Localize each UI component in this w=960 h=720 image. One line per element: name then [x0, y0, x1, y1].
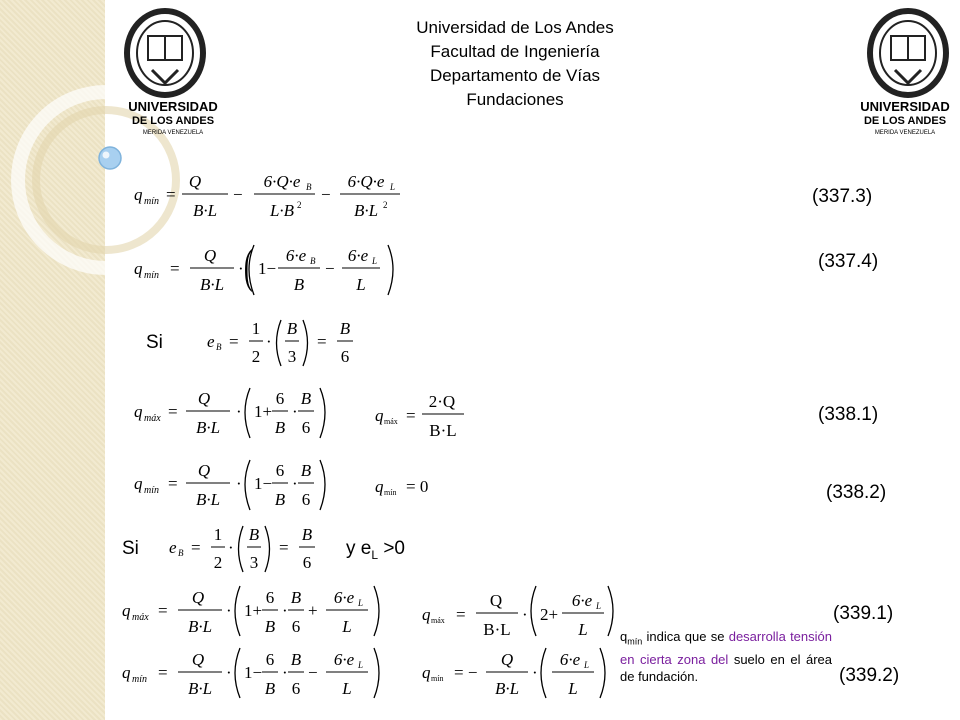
equation-339-2 [118, 642, 618, 704]
svg-text:6: 6 [265, 588, 275, 607]
svg-text:−: − [325, 259, 335, 278]
svg-text:6: 6 [301, 490, 311, 509]
svg-text:6·e: 6·e [571, 591, 593, 610]
svg-text:L: L [390, 182, 396, 192]
svg-text:B·L: B·L [195, 490, 221, 509]
svg-text:B·L: B·L [483, 620, 511, 639]
svg-text:6·Q·e: 6·Q·e [263, 172, 301, 191]
svg-text:B: B [300, 461, 312, 480]
svg-text:B: B [306, 182, 312, 192]
condition-si-2: Si [122, 538, 139, 559]
svg-text:B: B [290, 588, 302, 607]
svg-text:B: B [290, 650, 302, 669]
decorative-sidebar [0, 0, 105, 720]
svg-text:B: B [264, 617, 276, 636]
condition-si-1: Si [146, 332, 163, 353]
svg-text:6: 6 [265, 650, 275, 669]
svg-text:=: = [170, 259, 180, 278]
svg-text:2: 2 [297, 200, 302, 210]
svg-text:q: q [422, 605, 431, 624]
svg-text:·: · [226, 663, 232, 682]
svg-text:6·e: 6·e [285, 246, 307, 265]
svg-text:B·L: B·L [353, 201, 379, 220]
svg-text:1: 1 [213, 525, 223, 544]
svg-text:·: · [282, 663, 288, 682]
svg-text:1+: 1+ [254, 402, 273, 421]
svg-text:1: 1 [251, 319, 261, 338]
svg-text:B: B [274, 418, 286, 437]
svg-text:B: B [264, 679, 276, 698]
svg-text:q: q [422, 663, 431, 682]
svg-text:=: = [158, 601, 168, 620]
svg-text:6: 6 [301, 418, 311, 437]
svg-text:6: 6 [275, 389, 285, 408]
svg-text:B: B [286, 319, 298, 338]
svg-text:mín: mín [431, 674, 444, 683]
svg-text:B·L: B·L [494, 679, 520, 698]
svg-text:DE LOS ANDES: DE LOS ANDES [863, 115, 947, 127]
equation-338-2 [130, 452, 470, 516]
svg-text:L: L [342, 679, 352, 698]
svg-text:Q: Q [191, 588, 205, 607]
svg-text:Q: Q [203, 246, 217, 265]
svg-text:L: L [358, 660, 364, 670]
svg-text:L: L [372, 256, 378, 266]
svg-text:=: = [158, 663, 168, 682]
svg-text:2·Q: 2·Q [428, 392, 456, 411]
svg-text:B: B [248, 525, 260, 544]
svg-text:q: q [134, 185, 143, 204]
svg-text:e: e [207, 332, 215, 351]
svg-text:MERIDA VENEZUELA: MERIDA VENEZUELA [142, 130, 204, 136]
svg-text:B·L: B·L [192, 201, 218, 220]
university-logo-right [850, 8, 960, 138]
svg-text:3: 3 [249, 553, 259, 572]
note-qmin-tension: $q_{mín}$ indica que se desarrolla tensión en cierta zona del suelo en el área de fundación. [620, 629, 833, 684]
equation-number-339-2: (339.2) [839, 665, 900, 686]
svg-text:·: · [282, 601, 288, 620]
svg-text:B·L: B·L [187, 679, 213, 698]
svg-text:máx: máx [384, 417, 398, 426]
svg-text:6: 6 [340, 347, 350, 366]
svg-text:·: · [236, 402, 242, 421]
svg-text:e: e [169, 538, 177, 557]
equation-eb-b6 [205, 312, 365, 372]
svg-text:6: 6 [275, 461, 285, 480]
svg-text:6·e: 6·e [559, 650, 581, 669]
equation-number-338-2: (338.2) [826, 482, 887, 503]
svg-text:máx: máx [431, 616, 445, 625]
svg-text:UNIVERSIDAD: UNIVERSIDAD [128, 99, 218, 114]
svg-text:L: L [578, 620, 588, 639]
svg-text:Q: Q [197, 461, 211, 480]
svg-text:6: 6 [291, 679, 301, 698]
svg-text:B·L: B·L [429, 421, 457, 440]
svg-text:(: ( [243, 239, 253, 294]
svg-text:·: · [236, 474, 242, 493]
svg-text:1+: 1+ [244, 601, 263, 620]
svg-text:B: B [301, 525, 313, 544]
svg-text:MERIDA VENEZUELA: MERIDA VENEZUELA [874, 130, 936, 136]
svg-text:−: − [233, 185, 243, 204]
equation-number-338-1: (338.1) [818, 404, 879, 425]
equation-number-337-3: (337.3) [812, 186, 873, 207]
svg-text:q: q [122, 601, 131, 620]
svg-text:B: B [178, 548, 184, 558]
svg-text:=: = [406, 406, 416, 425]
equation-339-1 [118, 580, 618, 642]
svg-text:=: = [279, 538, 289, 557]
svg-text:q: q [134, 402, 143, 421]
svg-text:−: − [308, 663, 318, 682]
svg-text:1−: 1− [254, 474, 273, 493]
svg-text:mín: mín [144, 270, 159, 281]
svg-text:máx: máx [144, 413, 161, 424]
svg-text:L: L [342, 617, 352, 636]
svg-text:q: q [122, 663, 131, 682]
header-course: Fundaciones [466, 90, 564, 109]
svg-text:·: · [532, 663, 538, 682]
svg-text:q: q [134, 259, 143, 278]
university-logo-left [118, 8, 228, 138]
header-faculty: Facultad de Ingeniería [430, 42, 600, 61]
svg-text:Q: Q [489, 591, 503, 610]
equation-eb-b6-second [165, 518, 335, 578]
svg-text:1−: 1− [258, 259, 277, 278]
condition-el-positive: y $e_L >0$ [346, 538, 405, 562]
svg-text:L: L [358, 598, 364, 608]
svg-text:=: = [168, 402, 178, 421]
svg-text:−: − [321, 185, 331, 204]
svg-text:= −: = − [454, 663, 478, 682]
svg-text:q: q [375, 477, 384, 496]
svg-text:2+: 2+ [540, 605, 559, 624]
svg-text:L: L [568, 679, 578, 698]
svg-text:2: 2 [251, 347, 261, 366]
svg-text:B: B [274, 490, 286, 509]
svg-text:DE LOS ANDES: DE LOS ANDES [131, 115, 215, 127]
svg-text:1−: 1− [244, 663, 263, 682]
svg-text:=: = [191, 538, 201, 557]
svg-text:6·e: 6·e [333, 588, 355, 607]
svg-text:B·L: B·L [187, 617, 213, 636]
svg-text:= 0: = 0 [406, 477, 429, 496]
svg-text:mín: mín [144, 485, 159, 496]
svg-text:3: 3 [287, 347, 297, 366]
svg-text:Q: Q [197, 389, 211, 408]
equation-337-4 [130, 237, 410, 301]
svg-text:6·Q·e: 6·Q·e [347, 172, 385, 191]
svg-text:UNIVERSIDAD: UNIVERSIDAD [860, 99, 950, 114]
equation-337-3 [130, 165, 410, 225]
svg-text:B: B [216, 342, 222, 352]
equation-338-1 [130, 380, 470, 444]
svg-text:q: q [134, 474, 143, 493]
svg-text:2: 2 [213, 553, 223, 572]
svg-text:Q: Q [500, 650, 514, 669]
equation-number-337-4: (337.4) [818, 251, 879, 272]
svg-text:=: = [166, 185, 176, 204]
svg-text:Q: Q [188, 172, 202, 191]
svg-text:6: 6 [291, 617, 301, 636]
svg-text:6: 6 [302, 553, 312, 572]
svg-text:·: · [226, 601, 232, 620]
svg-text:B·L: B·L [199, 275, 225, 294]
svg-text:·: · [238, 259, 244, 278]
svg-text:máx: máx [132, 612, 149, 623]
svg-text:q: q [375, 406, 384, 425]
equation-number-339-1: (339.1) [833, 603, 894, 624]
svg-text:L: L [596, 601, 602, 611]
svg-text:·: · [292, 402, 298, 421]
svg-text:=: = [229, 332, 239, 351]
svg-text:L·B: L·B [269, 201, 295, 220]
header-department: Departamento de Vías [429, 66, 601, 85]
svg-text:6·e: 6·e [347, 246, 369, 265]
svg-text:Q: Q [191, 650, 205, 669]
svg-text:=: = [168, 474, 178, 493]
svg-text:2: 2 [383, 200, 388, 210]
svg-text:L: L [584, 660, 590, 670]
svg-text:B·L: B·L [195, 418, 221, 437]
svg-text:mín: mín [132, 674, 147, 685]
svg-text:B: B [310, 256, 316, 266]
svg-text:=: = [317, 332, 327, 351]
svg-text:B: B [293, 275, 305, 294]
svg-text:B: B [300, 389, 312, 408]
svg-text:L: L [356, 275, 366, 294]
svg-text:·: · [292, 474, 298, 493]
svg-text:·: · [266, 332, 272, 351]
svg-text:·: · [228, 538, 234, 557]
svg-text:=: = [456, 605, 466, 624]
svg-text:·: · [522, 605, 528, 624]
header-university: Universidad de Los Andes [416, 18, 614, 37]
svg-text:+: + [308, 601, 318, 620]
svg-text:6·e: 6·e [333, 650, 355, 669]
svg-text:mín: mín [384, 488, 397, 497]
svg-text:mín: mín [144, 196, 159, 207]
svg-text:B: B [339, 319, 351, 338]
